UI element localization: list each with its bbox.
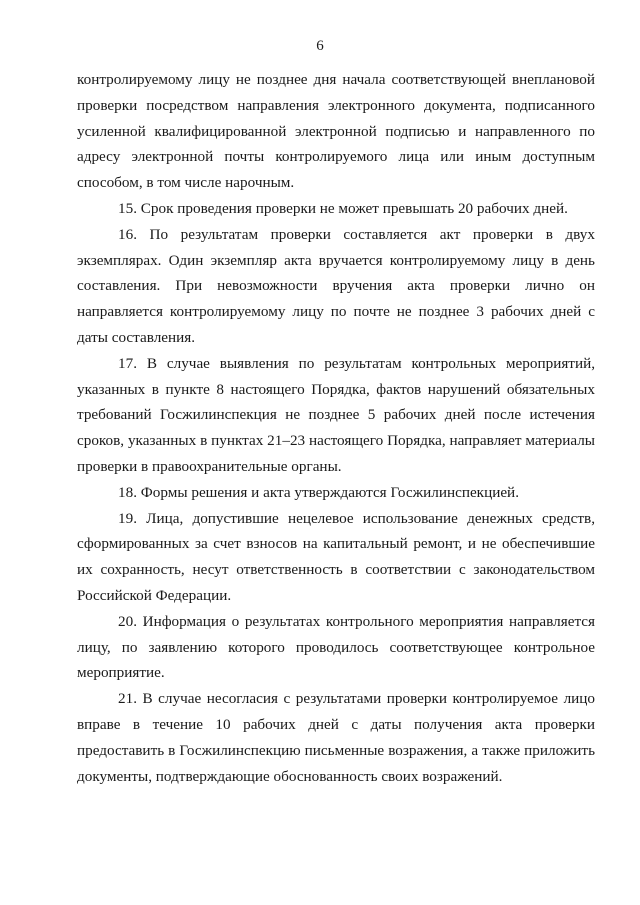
paragraph-15: 15. Срок проведения проверки не может превышать 20 рабочих дней. [118, 199, 568, 217]
paragraph-18: 18. Формы решения и акта утверждаются Госжилинспекцией. [118, 483, 519, 501]
paragraph-17: 17. В случае выявления по результатам контрольных мероприятий, указанных в пункте 8 настоящего Порядка, фактов нарушений обязательных требований Госжилинспекция не позднее 5 рабочих дней после истечения сроков, указанных в пунктах 21–23 настоящего Порядка, направляет материалы проверки в правоохранительные органы. [77, 354, 595, 475]
page-number: 6 [316, 38, 324, 54]
document-body [77, 67, 595, 789]
paragraph-21: 21. В случае несогласия с результатами проверки контролируемое лицо вправе в течение 10 рабочих дней с даты получения акта проверки предоставить в Госжилинспекцию письменные возражения, а также приложить документы, подтверждающие обоснованность своих возражений. [77, 690, 595, 785]
paragraph-20: 20. Информация о результатах контрольного мероприятия направляется лицу, по заявлению которого проводилось соответствующее контрольное мероприятие. [77, 612, 595, 682]
paragraph-16: 16. По результатам проверки составляется акт проверки в двух экземплярах. Один экземпляр акта вручается контролируемому лицу в день составления. При невозможности вручения акта проверки лично он направляется контролируемому лицу по почте не позднее 3 рабочих дней с даты составления. [77, 225, 595, 346]
paragraph-19: 19. Лица, допустившие нецелевое использование денежных средств, сформированных за счет взносов на капитальный ремонт, и не обеспечившие их сохранность, несут ответственность в соответствии с законодательством Российской Федерации. [77, 509, 595, 604]
paragraph-continuation: контролируемому лицу не позднее дня начала соответствующей внеплановой проверки посредством направления электронного документа, подписанного усиленной квалифицированной электронной подписью и направленного по адресу электронной почты контролируемого лица или иным доступным способом, в том числе нарочным. [77, 71, 595, 192]
